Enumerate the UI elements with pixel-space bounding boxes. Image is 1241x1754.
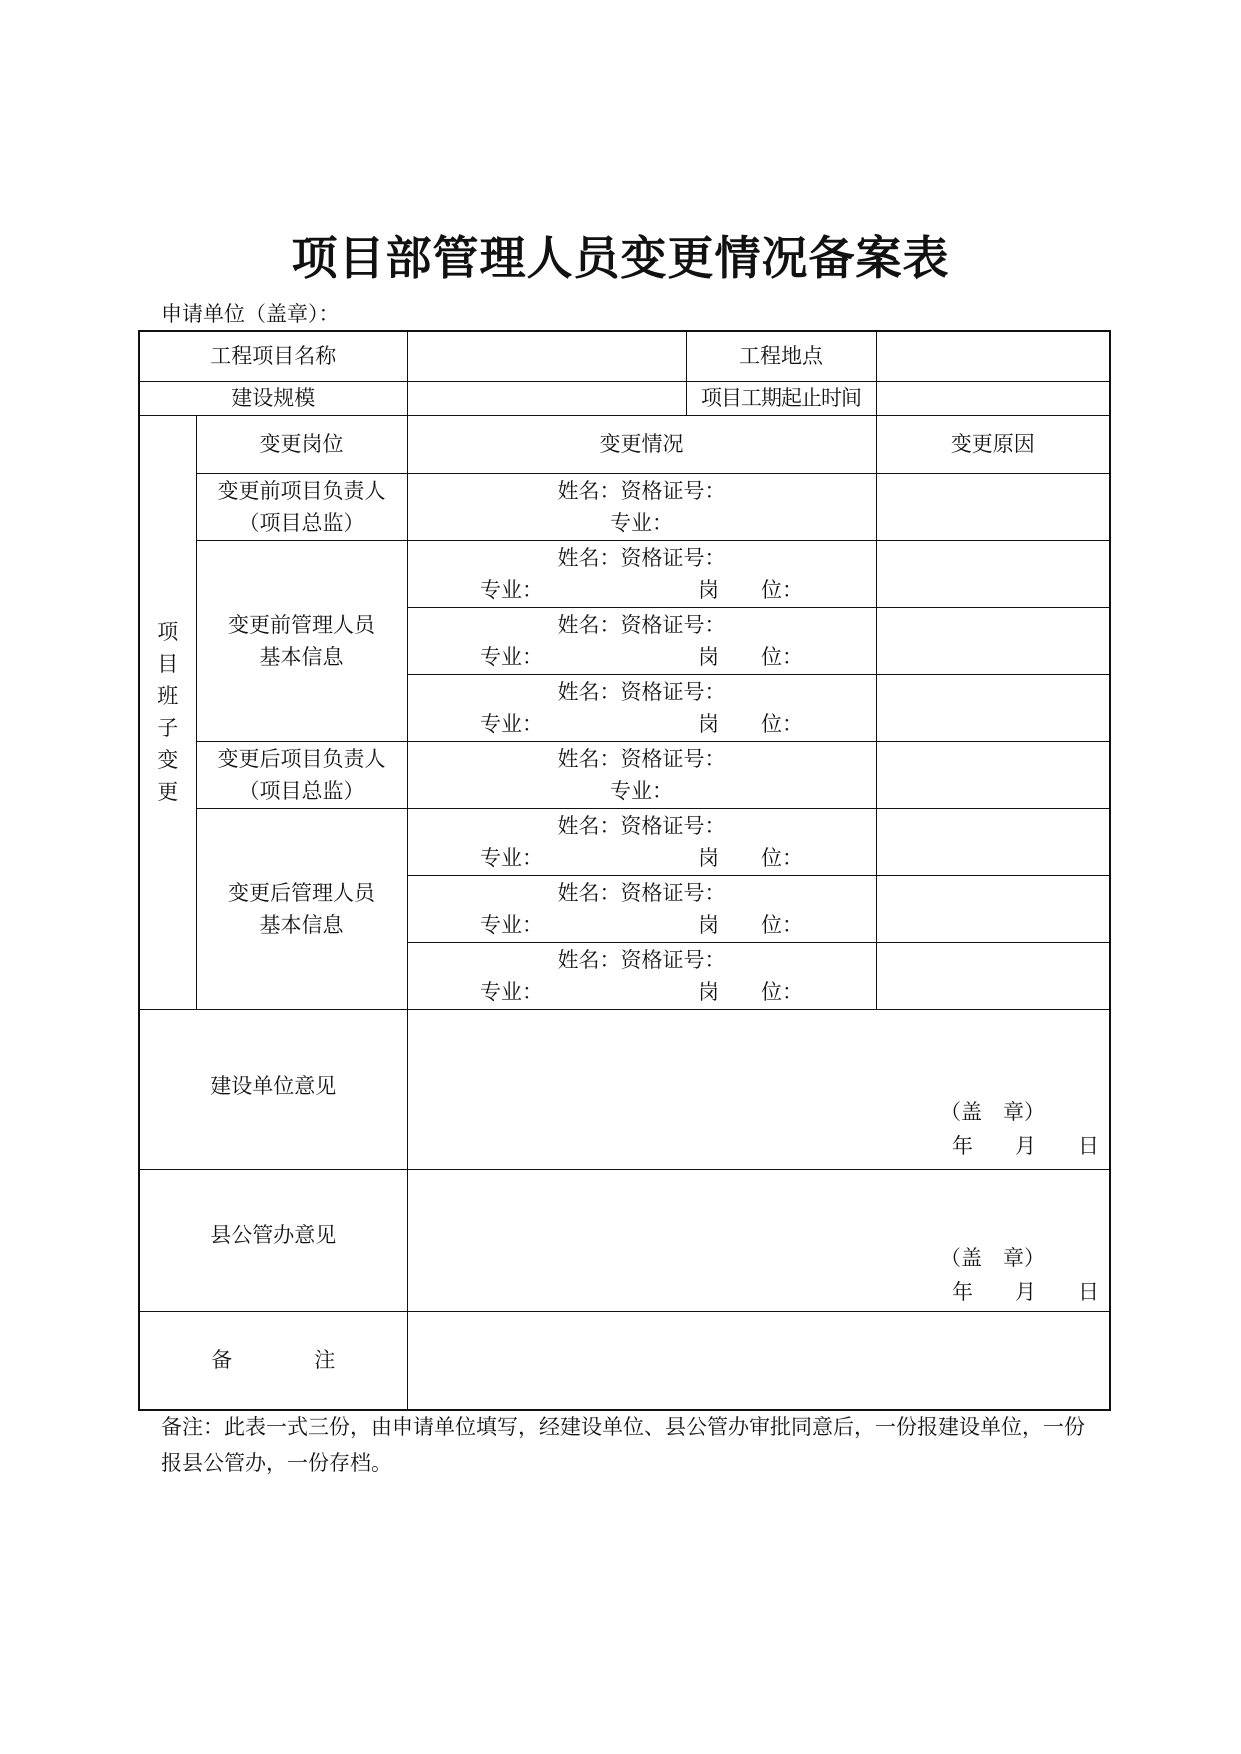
before-leader-label: 变更前项目负责人 （项目总监） (196, 473, 407, 540)
project-name-label: 工程项目名称 (139, 331, 407, 381)
county-opinion-label: 县公管办意见 (139, 1169, 407, 1311)
after-staff-info-1[interactable]: 姓名：资格证号： 专业： 岗 位： (407, 808, 876, 875)
col-header-reason: 变更原因 (876, 415, 1110, 473)
remark-field[interactable] (407, 1311, 1110, 1410)
builder-date: 年 月 日 (952, 1134, 1099, 1158)
project-name-field[interactable] (407, 331, 686, 381)
after-staff-reason-3[interactable] (876, 942, 1110, 1009)
after-staff-label: 变更后管理人员 基本信息 (196, 808, 407, 1009)
builder-opinion-field[interactable] (407, 1009, 1110, 1169)
remark-label: 备 注 (139, 1311, 407, 1410)
after-leader-reason[interactable] (876, 741, 1110, 808)
period-field[interactable] (876, 381, 1110, 415)
before-staff-reason-1[interactable] (876, 540, 1110, 607)
footnote: 备注：此表一式三份，由申请单位填写，经建设单位、县公管办审批同意后，一份报建设单位，一份报县公管办，一份存档。 (161, 1415, 1085, 1475)
before-staff-reason-2[interactable] (876, 607, 1110, 674)
county-date: 年 月 日 (952, 1280, 1099, 1304)
location-field[interactable] (876, 331, 1110, 381)
applicant-label: 申请单位（盖章）： (161, 302, 340, 326)
before-staff-reason-3[interactable] (876, 674, 1110, 741)
after-leader-label: 变更后项目负责人 （项目总监） (196, 741, 407, 808)
location-label: 工程地点 (686, 331, 876, 381)
col-header-situation: 变更情况 (407, 415, 876, 473)
form-title: 项目部管理人员变更情况备案表 (291, 231, 950, 285)
county-opinion-field[interactable] (407, 1169, 1110, 1311)
scale-label: 建设规模 (139, 381, 407, 415)
after-staff-reason-2[interactable] (876, 875, 1110, 942)
before-staff-label: 变更前管理人员 基本信息 (196, 540, 407, 741)
team-change-vertical-label: 项 目 班 子 变 更 (139, 415, 196, 1009)
before-leader-reason[interactable] (876, 473, 1110, 540)
scale-field[interactable] (407, 381, 686, 415)
after-staff-info-3[interactable]: 姓名：资格证号： 专业： 岗 位： (407, 942, 876, 1009)
builder-opinion-label: 建设单位意见 (139, 1009, 407, 1169)
after-leader-info[interactable]: 姓名：资格证号： 专业： (407, 741, 876, 808)
before-staff-info-3[interactable]: 姓名：资格证号： 专业： 岗 位： (407, 674, 876, 741)
period-label: 项目工期起止时间 (686, 381, 876, 415)
county-stamp-text: （盖 章） (940, 1246, 1045, 1270)
col-header-position: 变更岗位 (196, 415, 407, 473)
after-staff-reason-1[interactable] (876, 808, 1110, 875)
before-staff-info-1[interactable]: 姓名：资格证号： 专业： 岗 位： (407, 540, 876, 607)
before-leader-info[interactable]: 姓名：资格证号： 专业： (407, 473, 876, 540)
after-staff-info-2[interactable]: 姓名：资格证号： 专业： 岗 位： (407, 875, 876, 942)
builder-stamp-text: （盖 章） (940, 1100, 1045, 1124)
record-form-table (138, 330, 1111, 1411)
before-staff-info-2[interactable]: 姓名：资格证号： 专业： 岗 位： (407, 607, 876, 674)
